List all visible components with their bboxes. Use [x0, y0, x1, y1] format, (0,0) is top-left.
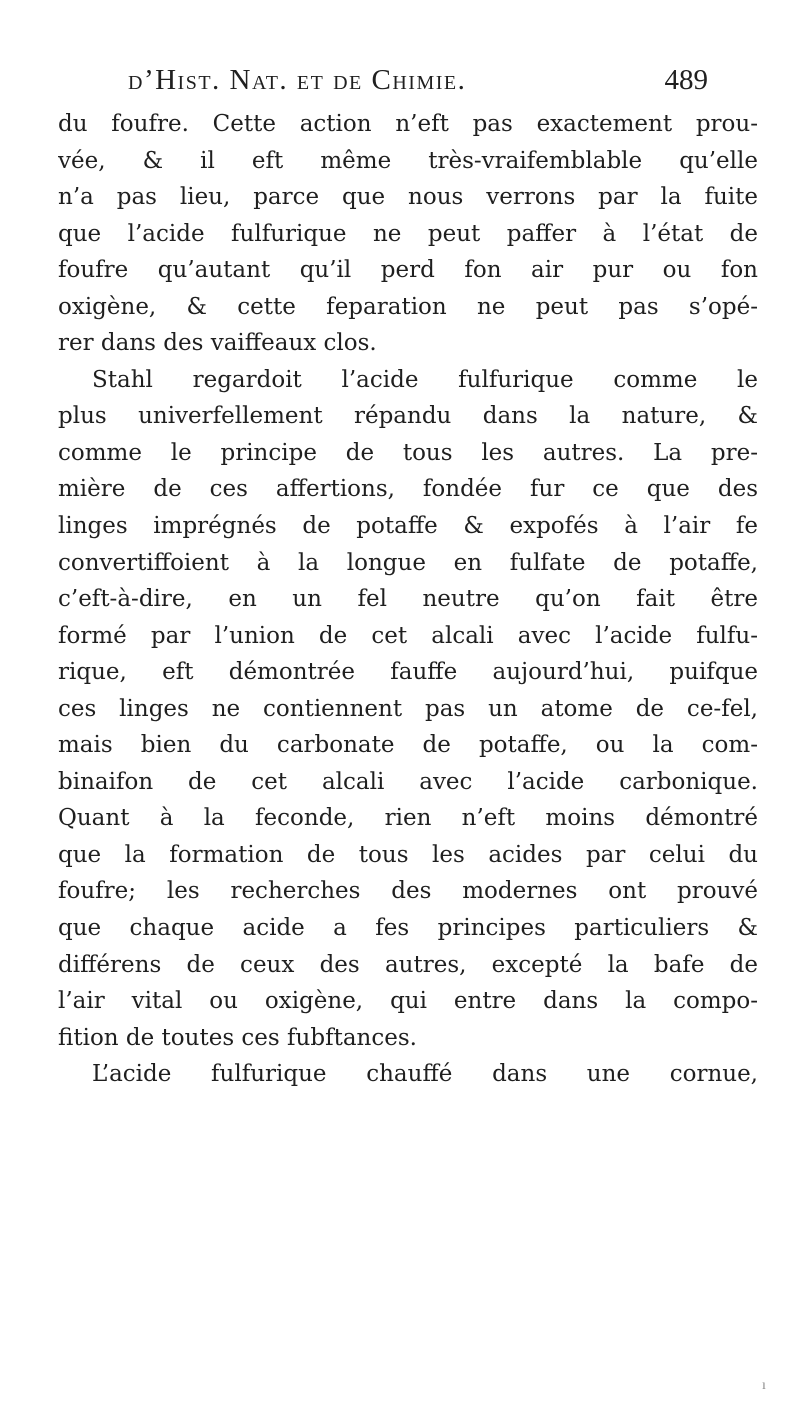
running-head	[128, 64, 708, 104]
text-line: n’a pas lieu, parce que nous verrons par la fuite	[58, 184, 758, 211]
text-line: L’acide fulfurique chauffé dans une cornue,	[92, 1061, 758, 1088]
stray-mark: ı	[762, 1378, 766, 1393]
text-line: foufre qu’autant qu’il perd fon air pur ou fon	[58, 257, 758, 284]
text-line: foufre; les recherches des modernes ont prouvé	[58, 878, 758, 905]
text-line: rer dans des vaiffeaux clos.	[58, 330, 377, 357]
text-line: vée, & il eft même très-vraifemblable qu’elle	[58, 147, 758, 174]
text-line: mais bien du carbonate de potaffe, ou la com-	[58, 732, 758, 759]
running-title: d’Hist. Nat. et de Chimie.	[128, 64, 467, 96]
text-line: comme le principe de tous les autres. La pre-	[58, 439, 758, 466]
text-line: formé par l’union de cet alcali avec l’acide fulfu-	[58, 622, 758, 649]
text-line: Quant à la feconde, rien n’eft moins démontré	[58, 805, 758, 832]
text-line: du foufre. Cette action n’eft pas exactement prou-	[58, 111, 758, 137]
text-line: c’eft-à-dire, en un fel neutre qu’on fait être	[58, 586, 758, 613]
body-text	[58, 106, 758, 1093]
text-line: différens de ceux des autres, excepté la bafe de	[58, 951, 758, 978]
text-line: oxigène, & cette feparation ne peut pas s’opé-	[58, 293, 758, 320]
text-line: que la formation de tous les acides par celui du	[58, 841, 758, 868]
text-line: fition de toutes ces fubftances.	[58, 1024, 417, 1051]
text-line: l’air vital ou oxigène, qui entre dans la compo-	[58, 988, 758, 1015]
text-line: que chaque acide a fes principes particuliers &	[58, 915, 758, 942]
text-line: que l’acide fulfurique ne peut paffer à l’état de	[58, 220, 758, 247]
text-line: linges imprégnés de potaffe & expofés à l’air fe	[58, 513, 758, 540]
text-line: ces linges ne contiennent pas un atome de ce-fel,	[58, 695, 758, 722]
text-line: rique, eft démontrée fauffe aujourd’hui, puifque	[58, 659, 758, 686]
text-line: plus univerfellement répandu dans la nature, &	[58, 403, 758, 430]
text-line: Stahl regardoit l’acide fulfurique comme le	[92, 366, 758, 393]
page-number: 489	[664, 64, 708, 96]
text-line: mière de ces affertions, fondée fur ce que des	[58, 476, 758, 503]
text-line: binaifon de cet alcali avec l’acide carbonique.	[58, 768, 758, 795]
text-line: convertiffoient à la longue en fulfate de potaffe,	[58, 549, 758, 576]
